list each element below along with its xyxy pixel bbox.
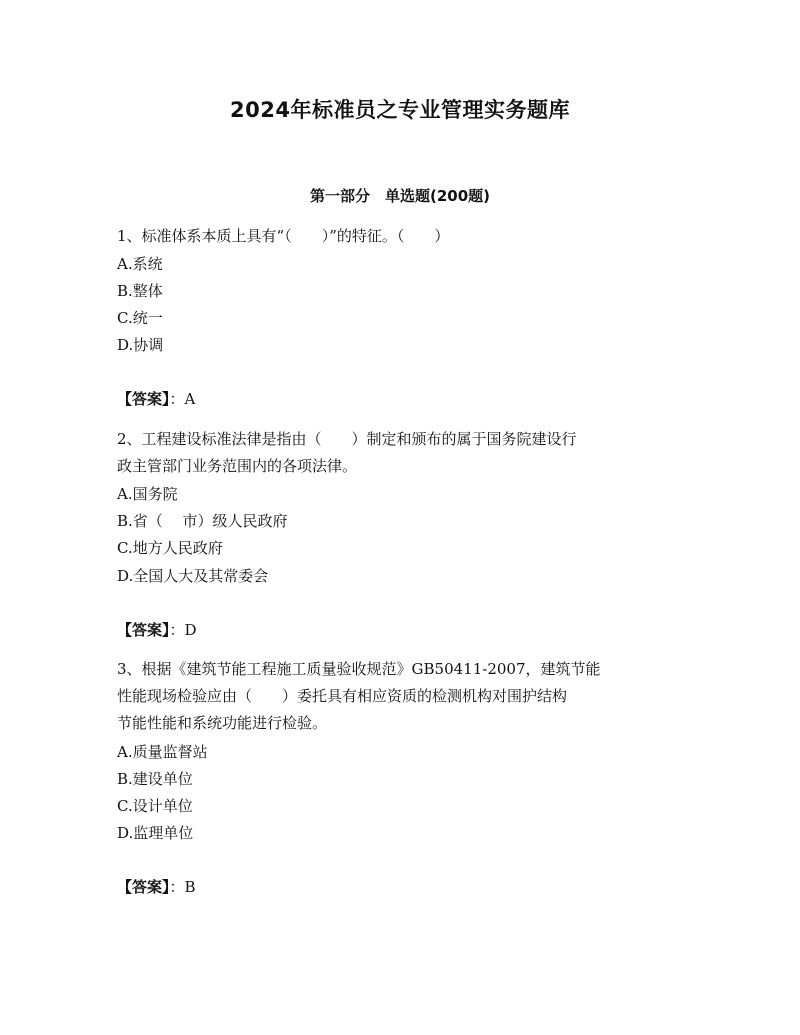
option-a: A.质量监督站 <box>117 743 208 761</box>
answer-line <box>117 620 197 640</box>
option-a: A.国务院 <box>117 485 178 503</box>
option-a: A.系统 <box>117 255 163 273</box>
answer-label: 【答案】 <box>117 621 170 639</box>
option-b: B.建设单位 <box>117 770 193 788</box>
answer-label: 【答案】 <box>117 390 170 408</box>
answer-label: 【答案】 <box>117 878 170 896</box>
answer-value: ：D <box>169 621 197 639</box>
option-b: B.省（ 市）级人民政府 <box>117 512 288 530</box>
question-stem-line: 政主管部门业务范围内的各项法律。 <box>117 457 358 475</box>
question-stem-line: 性能现场检验应由（ ）委托具有相应资质的检测机构对围护结构 <box>117 687 568 705</box>
option-c: C.地方人民政府 <box>117 539 223 557</box>
answer-line <box>117 877 196 897</box>
question-stem-line: 2、工程建设标准法律是指由（ ）制定和颁布的属于国务院建设行 <box>117 430 577 448</box>
answer-value: ：A <box>169 390 196 408</box>
question-stem-line: 1、标准体系本质上具有“（ ）”的特征。（ ） <box>117 227 450 245</box>
section-title: 第一部分 单选题(200题) <box>309 187 491 205</box>
document-title: 2024年标准员之专业管理实务题库 <box>230 98 570 122</box>
question-stem-line: 节能性能和系统功能进行检验。 <box>117 714 328 732</box>
question-stem-line: 3、根据《建筑节能工程施工质量验收规范》GB50411-2007，建筑节能 <box>117 660 601 678</box>
option-c: C.统一 <box>117 309 163 327</box>
option-c: C.设计单位 <box>117 797 193 815</box>
option-b: B.整体 <box>117 282 163 300</box>
option-d: D.监理单位 <box>117 824 194 842</box>
option-d: D.协调 <box>117 336 164 354</box>
answer-line <box>117 389 195 409</box>
option-d: D.全国人大及其常委会 <box>117 567 269 585</box>
answer-value: ：B <box>169 878 196 896</box>
